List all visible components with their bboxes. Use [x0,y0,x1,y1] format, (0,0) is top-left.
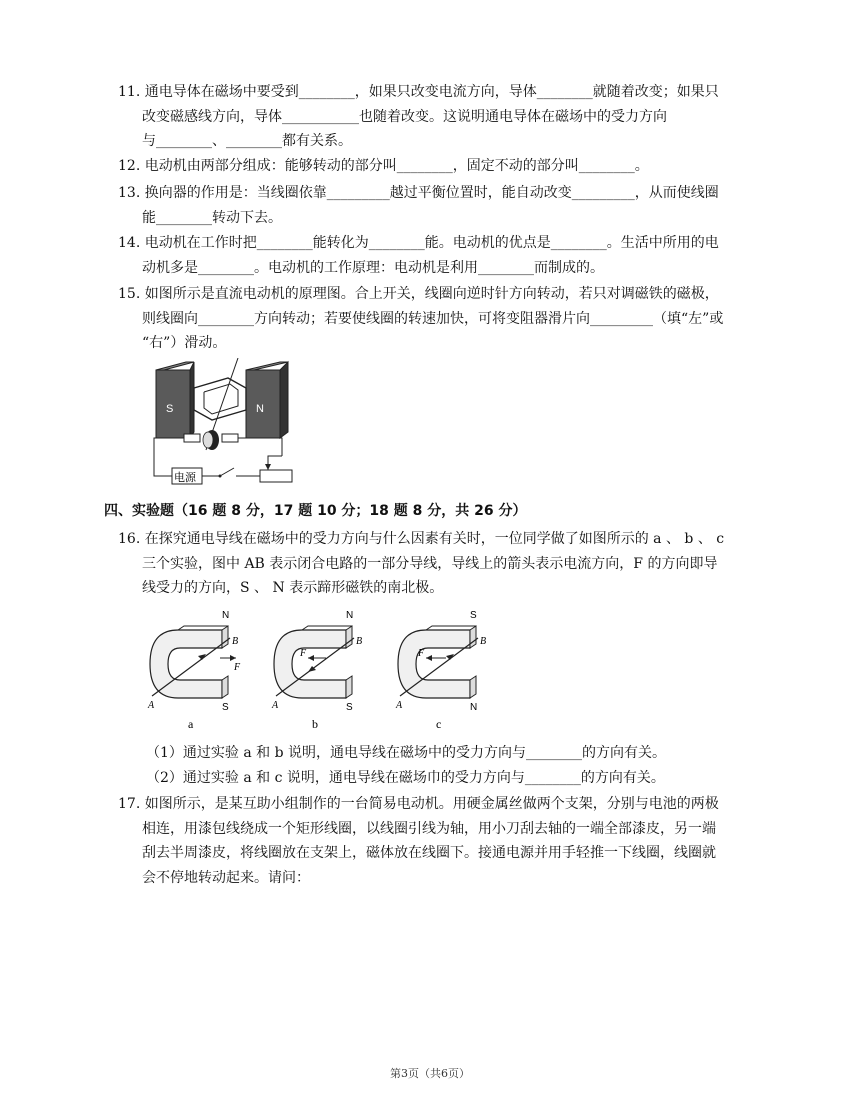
q14-line1: 14. 电动机在工作时把________能转化为________能。电动机的优点是________。生活中所用的电 [118,235,719,251]
q11-line2: 改变磁感线方向，导体___________也随着改变。这说明通电导体在磁场中的受力方向 [142,108,667,125]
question-12 [118,154,764,179]
fig-a-caption: a [188,717,194,731]
page-footer: 第3页（共6页） [390,1067,470,1080]
fig-c-label-f: F [418,648,425,659]
fig-a-bottom-pole: S [222,702,229,713]
q16-line3: 线受力的方向，S 、 N 表示蹄形磁铁的南北极。 [142,580,444,596]
fig-a-label-f: F [234,662,241,673]
magnet-n-label: N [256,403,264,415]
fig-b-label-a: A [272,700,279,711]
fig-b-caption: b [312,717,318,731]
question-16 [118,527,764,601]
fig-b-bottom-pole: S [346,702,353,713]
fig-c-caption: c [436,717,442,731]
q17-line1: 17. 如图所示，是某互助小组制作的一台简易电动机。用硬金属丝做两个支架，分别与电池的两极 [118,796,719,812]
q14-line2: 动机多是________。电动机的工作原理：电动机是利用________而制成的。 [142,259,604,276]
section-4-heading: 四、实验题（16 题 8 分，17 题 10 分；18 题 8 分，共 26 分） [104,503,527,519]
q16-line1: 16. 在探究通电导线在磁场中的受力方向与什么因素有关时，一位同学做了如图所示的 a 、 b 、 c [118,531,725,547]
question-13 [118,181,764,230]
q11-line1: 11. 通电导体在磁场中要受到________，如果只改变电流方向，导体________就随着改变；如果只 [118,84,719,100]
dc-motor-figure [146,358,296,486]
q13-line2: 能________转动下去。 [142,209,282,226]
question-15 [118,282,764,356]
power-source-label: 电源 [174,471,196,484]
magnet-experiment-figures [140,606,500,736]
question-14 [118,231,764,280]
q17-line4: 会不停地转动起来。请问： [142,869,310,886]
q17-line3: 刮去半周漆皮，将线圈放在支架上，磁体放在线圈下。接通电源并用手轻推一下线圈，线圈就 [142,845,716,861]
question-17 [118,792,764,890]
q15-line1: 15. 如图所示是直流电动机的原理图。合上开关，线圈向逆时针方向转动，若只对调磁铁的磁极， [118,286,719,302]
question-11 [118,80,764,154]
fig-b-label-b: B [356,636,363,647]
fig-c-label-b: B [480,636,487,647]
q11-line3: 与________、________都有关系。 [142,133,352,149]
fig-a-top-pole: N [222,610,230,621]
q17-line2: 相连，用漆包线绕成一个矩形线圈，以线圈引线为轴，用小刀刮去轴的一端全部漆皮，另一端 [142,820,716,837]
q12-line1: 12. 电动机由两部分组成：能够转动的部分叫________，固定不动的部分叫________。 [118,158,649,174]
fig-c-bottom-pole: N [470,702,478,713]
q15-line3: “右”）滑动。 [142,335,227,351]
figure-c [395,610,486,731]
magnet-s-label: S [166,403,174,415]
fig-c-label-a: A [396,700,403,711]
q16-line2: 三个实验，图中 AB 表示闭合电路的一部分导线，导线上的箭头表示电流方向，F 的方向即导 [142,555,718,572]
figure-a [147,610,241,731]
fig-a-label-b: B [232,636,239,647]
fig-b-top-pole: N [346,610,354,621]
q16-subquestion-1: （1）通过实验 a 和 b 说明，通电导线在磁场中的受力方向与________的方向有关。 [146,745,667,761]
fig-a-label-a: A [148,700,155,711]
q13-line1: 13. 换向器的作用是：当线圈依靠_________越过平衡位置时，能自动改变_________，从而使线圈 [118,185,719,201]
q16-subquestion-2: （2）通过实验 a 和 c 说明，通电导线在磁场巾的受力方向与________的方向有关。 [146,770,665,786]
fig-c-top-pole: S [470,610,477,621]
q15-line2: 则线圈向________方向转动；若要使线圈的转速加快，可将变阻器滑片向_________（填“左”或 [142,310,724,327]
figure-b [271,610,362,731]
fig-b-label-f: F [300,648,307,659]
